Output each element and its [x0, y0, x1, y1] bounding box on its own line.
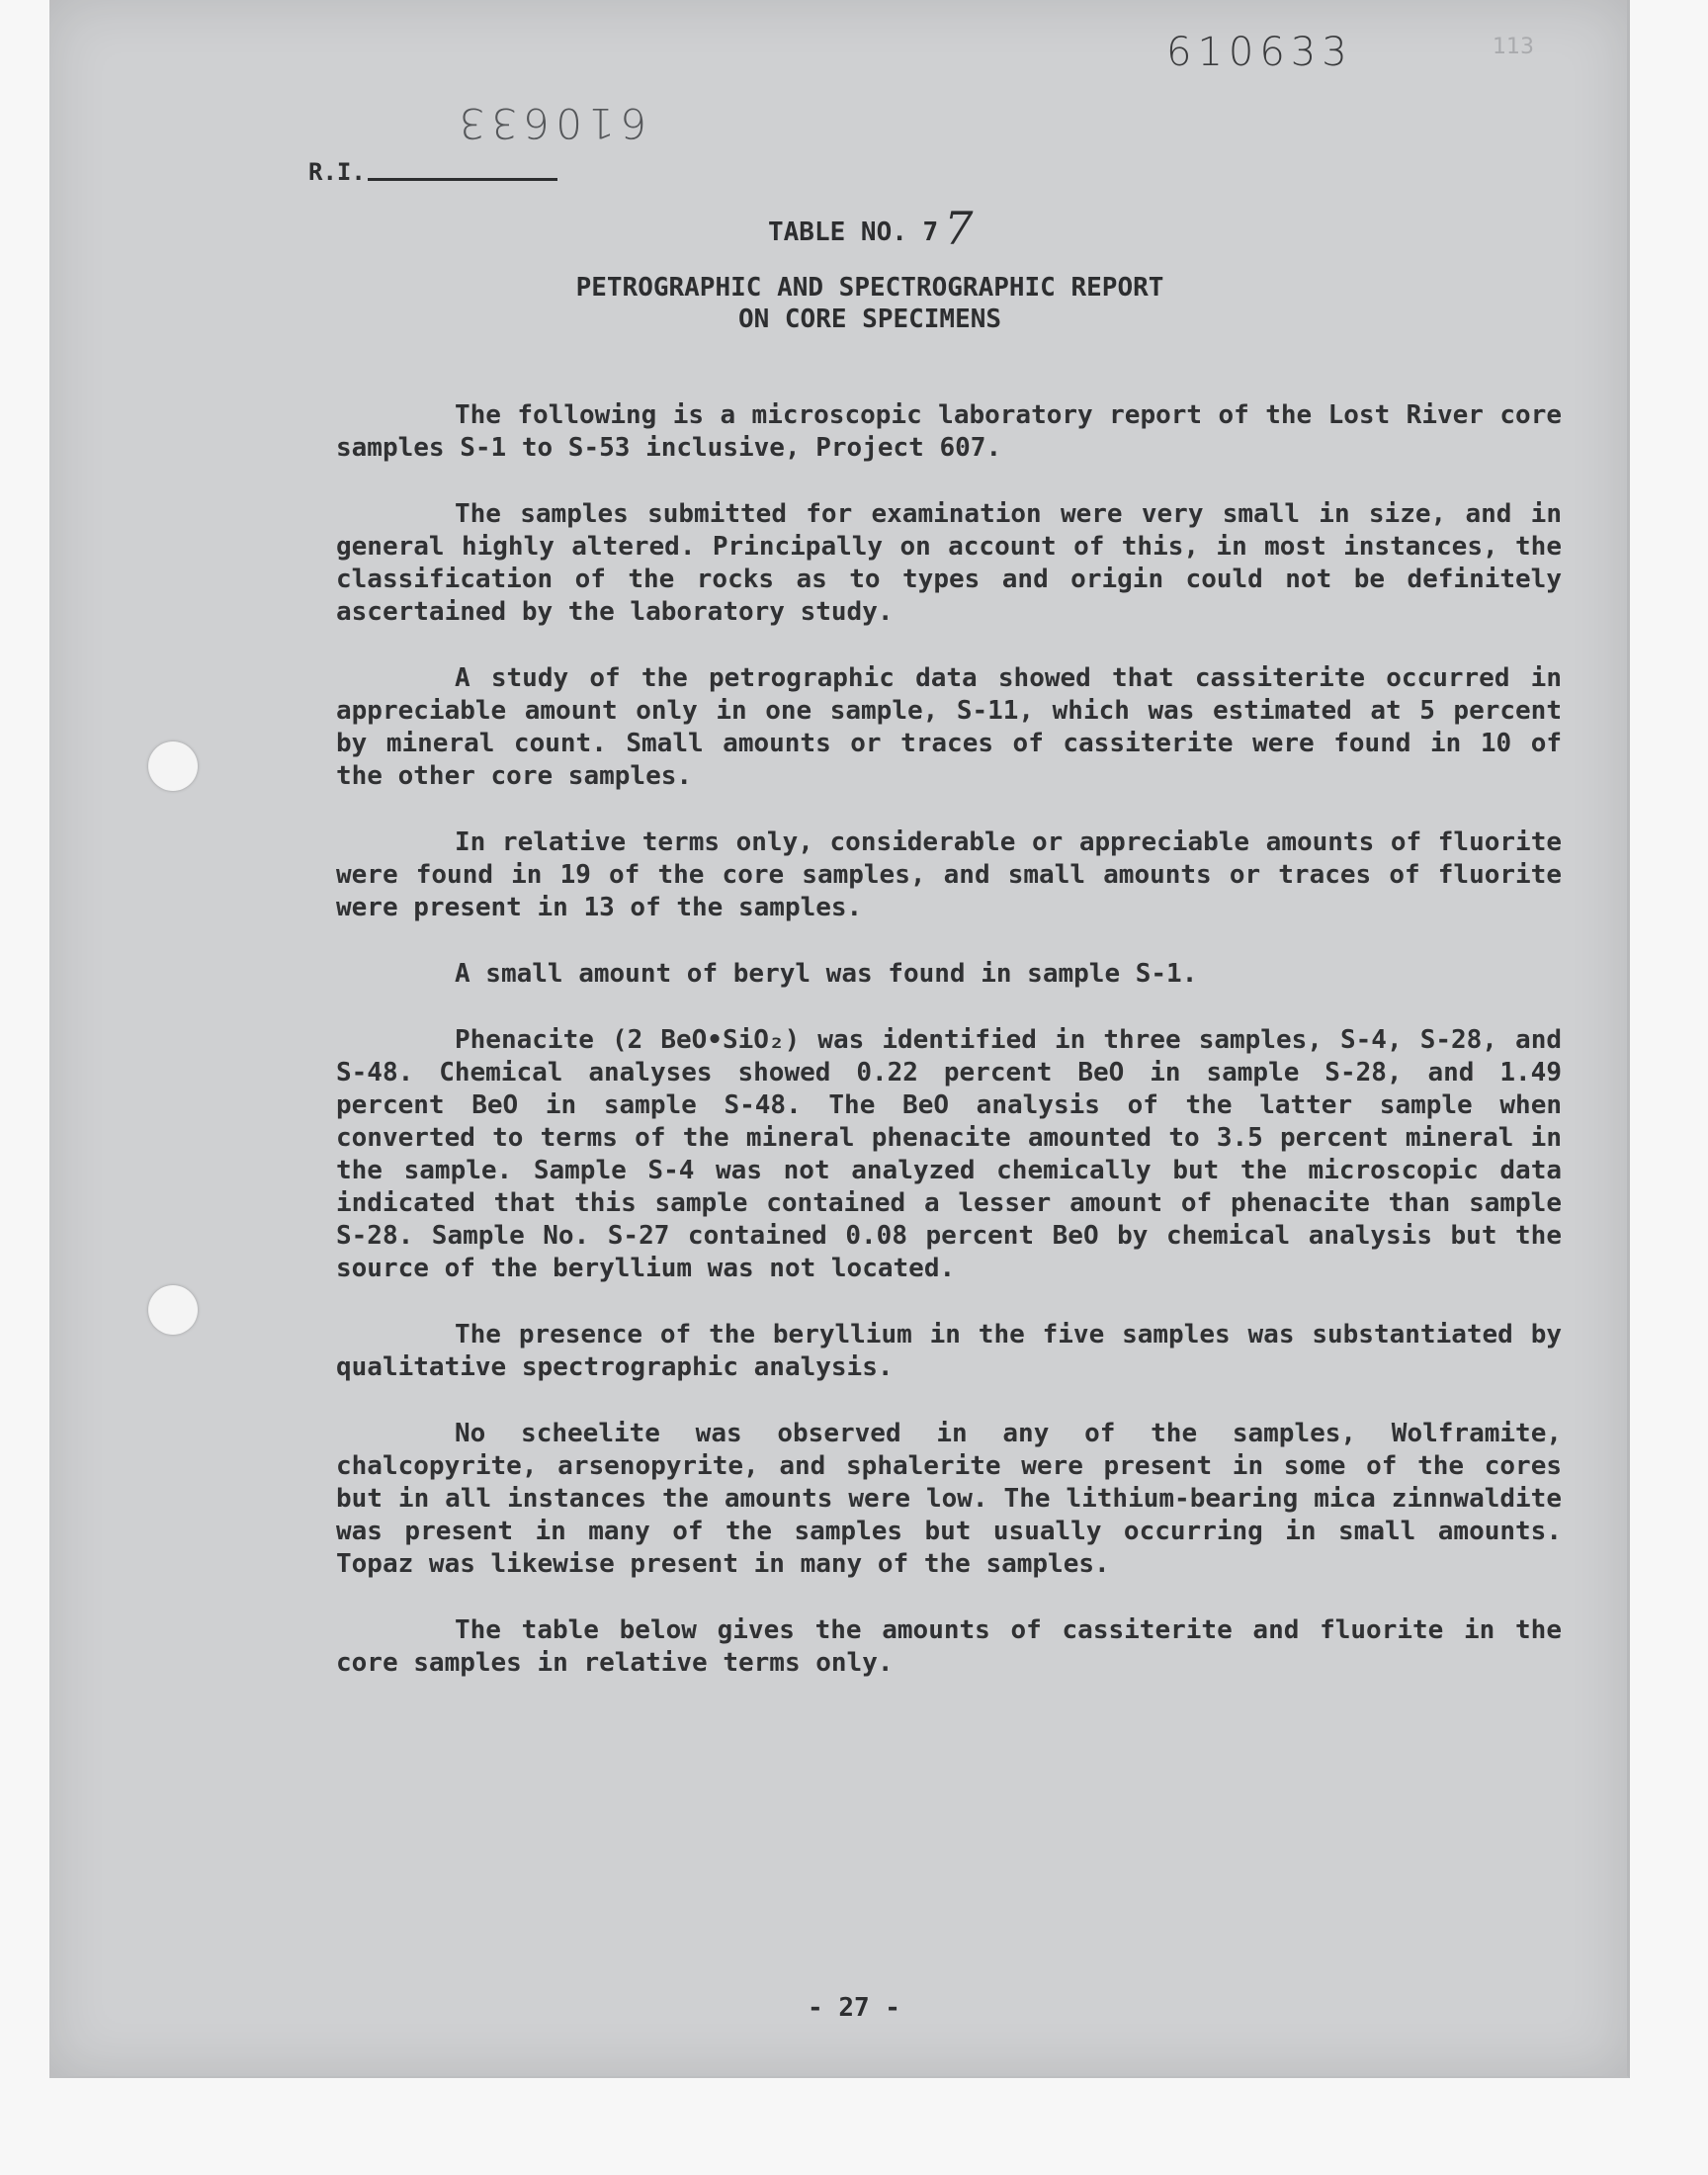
paragraph: The following is a microscopic laboratory report of the Lost River core samples S-1 to S-53 inclusive, Project 607. [336, 400, 1562, 463]
page-title-line-1: PETROGRAPHIC AND SPECTROGRAPHIC REPORT [575, 273, 1164, 303]
report-body [336, 399, 1562, 1713]
handwritten-table-number: 7 [944, 202, 974, 255]
paragraph: The samples submitted for examination were very small in size, and in general highly altered. Principally on account of this, in most instances, the classification of the rocks as to types and origin could not be definitely ascertained by the laboratory study. [336, 499, 1562, 627]
punch-hole [148, 1285, 198, 1335]
document-stamp-number: 610633 [1166, 30, 1353, 75]
page-number: - 27 - [808, 1993, 900, 2023]
ri-label: R.I. [308, 158, 366, 186]
paragraph: Phenacite (2 BeO•SiO₂) was identified in three samples, S-4, S-28, and S-48. Chemical analyses showed 0.22 percent BeO in sample S-28, and 1.49 percent BeO in sample S-48. The BeO analysis of the latter sample when converted to terms of the mineral phenacite amounted to 3.5 percent mineral in the sample. Sample S-4 was not analyzed chemically but the microscopic data indicated that this sample contained a lesser amount of phenacite than sample S-28. Sample No. S-27 contained 0.08 percent BeO by chemical analysis but the source of the beryllium was not located. [336, 1025, 1562, 1283]
paragraph: The table below gives the amounts of cassiterite and fluorite in the core samples in relative terms only. [336, 1615, 1562, 1678]
document-stamp-number-inverted: 610633 [453, 99, 647, 147]
table-number [768, 198, 974, 255]
ri-blank-line [368, 178, 557, 181]
table-number-label: TABLE NO. 7 [768, 218, 939, 247]
corner-mark: 113 [1493, 35, 1534, 59]
paragraph: In relative terms only, considerable or appreciable amounts of fluorite were found in 19 of the core samples, and small amounts or traces of fluorite were present in 13 of the samples. [336, 827, 1562, 922]
paragraph: A study of the petrographic data showed that cassiterite occurred in appreciable amount only in one sample, S-11, which was estimated at 5 percent by mineral count. Small amounts or traces of cassiterite were found in 10 of the other core samples. [336, 663, 1562, 791]
paragraph: The presence of the beryllium in the five samples was substantiated by qualitative spectrographic analysis. [336, 1320, 1562, 1382]
paragraph: No scheelite was observed in any of the samples, Wolframite, chalcopyrite, arsenopyrite, and sphalerite were present in some of the cores but in all instances the amounts were low. The lithium-bearing mica zinnwaldite was present in many of the samples but usually occurring in small amounts. Topaz was likewise present in many of the samples. [336, 1419, 1562, 1579]
paragraph: A small amount of beryl was found in sample S-1. [455, 959, 1198, 989]
page-title-line-2: ON CORE SPECIMENS [737, 304, 1002, 334]
page-title [514, 272, 1226, 335]
punch-hole [148, 741, 198, 791]
